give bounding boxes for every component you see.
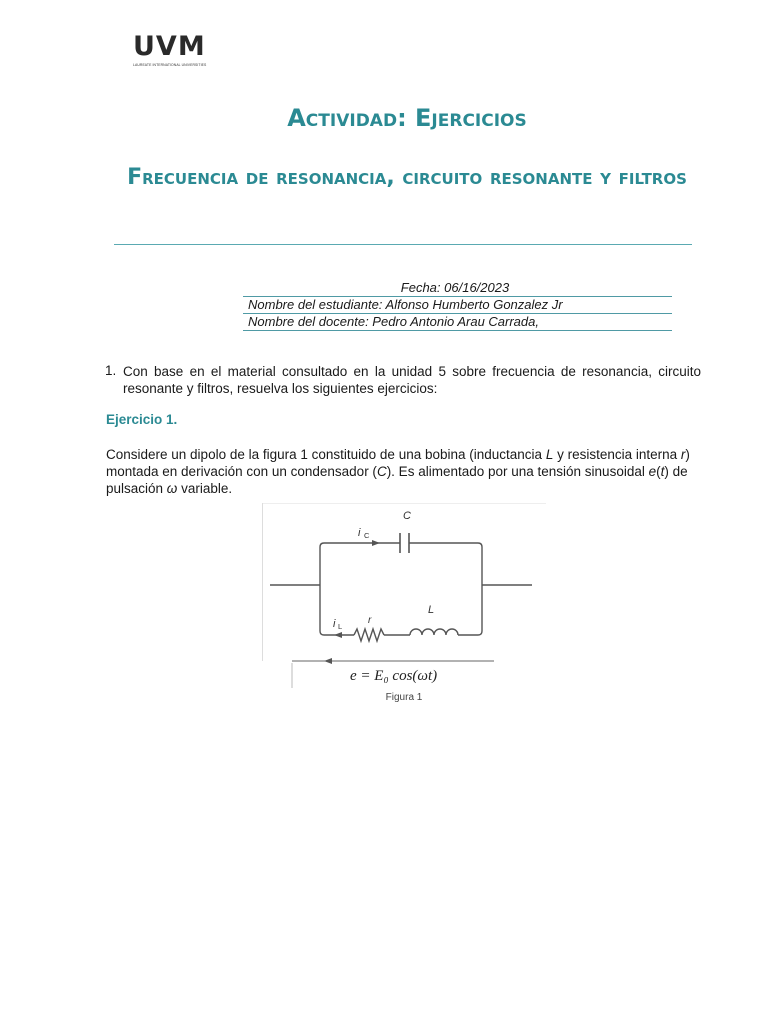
circuit-figure: [262, 503, 546, 688]
voltage-arrow-head: [324, 658, 332, 664]
inductor-label: L: [428, 604, 435, 616]
uvm-logo: [133, 32, 213, 67]
top-right-wire: [409, 543, 482, 585]
cap-current-label: i: [358, 527, 361, 539]
date-line: Fecha: 06/16/2023: [400, 280, 510, 295]
resistor-symbol: [354, 629, 384, 641]
title-divider: [114, 244, 692, 245]
instruction-number: 1.: [105, 363, 117, 378]
resistor-label: r: [368, 615, 372, 626]
bottom-right-wire: [458, 585, 482, 635]
top-left-wire: [320, 543, 400, 585]
cap-current-sub: C: [364, 531, 370, 540]
topic-title: Frecuencia de resonancia, circuito resonante y filtros: [127, 165, 687, 190]
exercise-paragraph: Considere un dipolo de la figura 1 constituido de una bobina (inductancia L y resistencia interna r) montada en derivación con un condensador (C). Es alimentado por una tensión sinusoidal e(t) de pulsación ω variable.: [106, 447, 690, 496]
teacher-name-line: Nombre del docente: Pedro Antonio Arau Carrada,: [243, 314, 672, 331]
figure-caption: Figura 1: [385, 692, 423, 703]
coil-current-arrow: [334, 632, 342, 638]
activity-title: Actividad: Ejercicios: [287, 104, 527, 132]
exercise-heading: Ejercicio 1.: [106, 412, 178, 427]
coil-current-label: i: [333, 618, 336, 630]
coil-current-sub: L: [338, 622, 343, 631]
capacitor-label: C: [403, 510, 411, 522]
cap-current-arrow: [372, 540, 380, 546]
instruction-text: Con base en el material consultado en la unidad 5 sobre frecuencia de resonancia, circuito resonante y filtros, resuelva los siguientes ejercicios:: [123, 364, 701, 396]
bottom-left-wire: [320, 585, 354, 635]
equation-text: e = E₀ cos(ωt): [350, 668, 438, 684]
inductor-symbol: [410, 629, 458, 635]
logo-tagline: LAUREATE INTERNATIONAL UNIVERSITIES: [133, 63, 207, 67]
logo-wordmark: UVM: [133, 31, 206, 62]
student-name-line: Nombre del estudiante: Alfonso Humberto Gonzalez Jr: [243, 296, 672, 314]
